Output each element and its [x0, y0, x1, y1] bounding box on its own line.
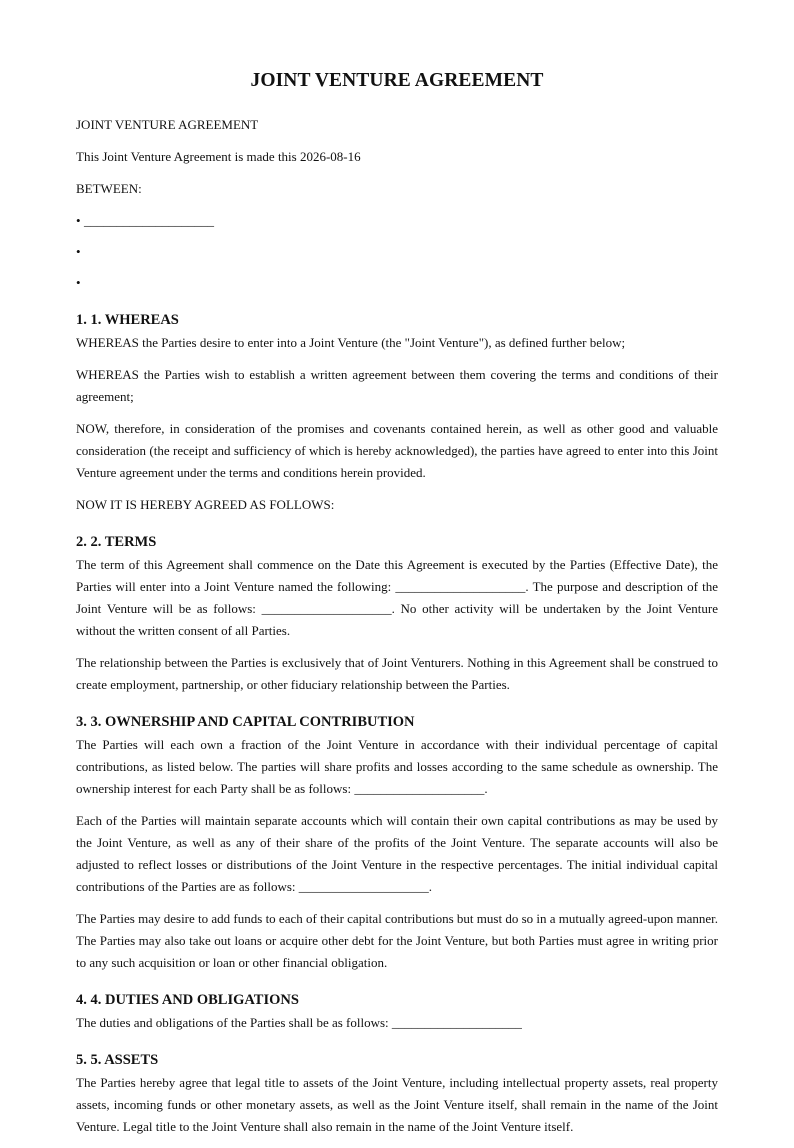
section-paragraph: The relationship between the Parties is exclusively that of Joint Venturers. Nothing in this Agreement shall be construed to create employment, partnership, or other fiduciary relationship between the Parties. [76, 655, 718, 692]
section-paragraph: The Parties hereby agree that legal title to assets of the Joint Venture, including intellectual property assets, real property assets, incoming funds or other monetary assets, as well as the Joint Venture itself, shall remain in the name of the Joint Venture. Legal title to the Joint Venture shall also remain in the name of the Joint Venture itself. [76, 1075, 718, 1134]
section-heading: 3. 3. OWNERSHIP AND CAPITAL CONTRIBUTION [76, 714, 415, 730]
section-paragraph: WHEREAS the Parties desire to enter into a Joint Venture (the "Joint Venture"), as defined further below; [76, 335, 626, 350]
bullet-icon: • [76, 244, 81, 259]
bullet-icon: • [76, 213, 81, 228]
party-blank: ____________________ [84, 213, 214, 228]
bullet-icon: • [76, 275, 81, 290]
agreement-subtitle: JOINT VENTURE AGREEMENT [76, 117, 259, 132]
section-duties [76, 990, 718, 1034]
section-paragraph: The Parties may desire to add funds to each of their capital contributions but must do so in a mutually agreed-upon manner. The Parties may also take out loans or acquire other debt for the Joint Venture, but both Parties must agree in writing prior to any such acquisition or loan or other financial obligation. [76, 911, 718, 970]
section-paragraph: NOW IT IS HEREBY AGREED AS FOLLOWS: [76, 497, 335, 512]
section-heading: 1. 1. WHEREAS [76, 312, 179, 328]
between-label: BETWEEN: [76, 181, 142, 196]
section-ownership [76, 712, 718, 974]
document-body [76, 70, 718, 1148]
parties-list [76, 210, 718, 294]
party-item [76, 241, 718, 263]
section-assets [76, 1050, 718, 1138]
party-item [76, 272, 718, 294]
section-heading: 2. 2. TERMS [76, 534, 157, 550]
document-title: JOINT VENTURE AGREEMENT [250, 70, 544, 91]
agreement-date-line: This Joint Venture Agreement is made this 2026-08-16 [76, 149, 361, 164]
section-paragraph: The Parties will each own a fraction of the Joint Venture in accordance with their individual percentage of capital contributions, as listed below. The parties will share profits and losses according to the same schedule as ownership. The ownership interest for each Party shall be as follows: ____________________. [76, 737, 718, 796]
section-paragraph: Each of the Parties will maintain separate accounts which will contain their own capital contributions as may be used by the Joint Venture, as well as any of their share of the profits of the Joint Venture. The separate accounts will also be adjusted to reflect losses or distributions of the Joint Venture in the respective percentages. The initial individual capital contributions of the Parties are as follows: ____________________. [76, 813, 718, 894]
party-item [76, 210, 718, 232]
section-heading: 5. 5. ASSETS [76, 1052, 159, 1068]
section-paragraph: The term of this Agreement shall commence on the Date this Agreement is executed by the Parties (Effective Date), the Parties will enter into a Joint Venture named the following: ____________________. The purpose and description of the Joint Venture will be as follows: ____________________. No other activity will be undertaken by the Joint Venture without the written consent of all Parties. [76, 557, 718, 638]
section-whereas [76, 310, 718, 516]
section-heading: 4. 4. DUTIES AND OBLIGATIONS [76, 992, 299, 1008]
section-paragraph: The duties and obligations of the Parties shall be as follows: ____________________ [76, 1015, 522, 1030]
section-paragraph: WHEREAS the Parties wish to establish a written agreement between them covering the terms and conditions of their agreement; [76, 367, 718, 404]
section-paragraph: NOW, therefore, in consideration of the promises and covenants contained herein, as well as other good and valuable consideration (the receipt and sufficiency of which is hereby acknowledged), the parties have agreed to enter into this Joint Venture agreement under the terms and conditions herein provided. [76, 421, 718, 480]
section-terms [76, 532, 718, 696]
